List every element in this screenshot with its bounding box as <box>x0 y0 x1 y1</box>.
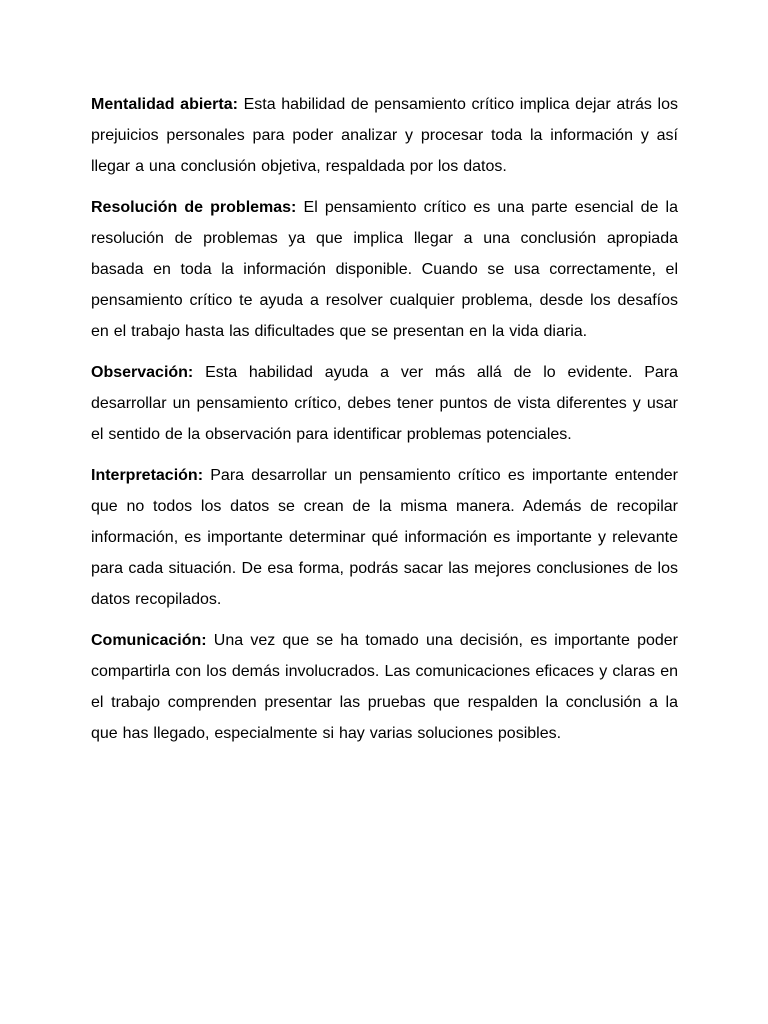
paragraph-text: Una vez que se ha tomado una decisión, es importante poder compartirla con los demás involucrados. Las comunicaciones eficaces y claras en el trabajo comprenden presentar las pruebas que respalden la conclusión a la que has llegado, especialmente si hay varias soluciones posibles. <box>91 632 678 742</box>
paragraph-resolucion-de-problemas <box>91 192 678 347</box>
paragraph-term: Observación: <box>91 364 194 381</box>
paragraph-interpretacion <box>91 460 678 615</box>
paragraph-observacion <box>91 357 678 450</box>
paragraph-text: El pensamiento crítico es una parte esencial de la resolución de problemas ya que implica llegar a una conclusión apropiada basada en toda la información disponible. Cuando se usa correctamente, el pensamiento crítico te ayuda a resolver cualquier problema, desde los desafíos en el trabajo hasta las dificultades que se presentan en la vida diaria. <box>91 199 678 340</box>
paragraph-mentalidad-abierta <box>91 89 678 182</box>
paragraph-text: Para desarrollar un pensamiento crítico es importante entender que no todos los datos se crean de la misma manera. Además de recopilar información, es importante determinar qué información es importante y relevante para cada situación. De esa forma, podrás sacar las mejores conclusiones de los datos recopilados. <box>91 467 678 608</box>
paragraph-text: Esta habilidad ayuda a ver más allá de lo evidente. Para desarrollar un pensamiento crítico, debes tener puntos de vista diferentes y usar el sentido de la observación para identificar problemas potenciales. <box>91 364 679 443</box>
paragraph-term: Interpretación: <box>91 467 204 484</box>
paragraph-term: Mentalidad abierta: <box>91 96 238 113</box>
paragraph-term: Comunicación: <box>91 632 207 649</box>
paragraph-comunicacion <box>91 625 678 749</box>
paragraph-term: Resolución de problemas: <box>91 199 297 216</box>
paragraph-text: Esta habilidad de pensamiento crítico implica dejar atrás los prejuicios personales para poder analizar y procesar toda la información y así llegar a una conclusión objetiva, respaldada por los datos. <box>91 96 678 175</box>
